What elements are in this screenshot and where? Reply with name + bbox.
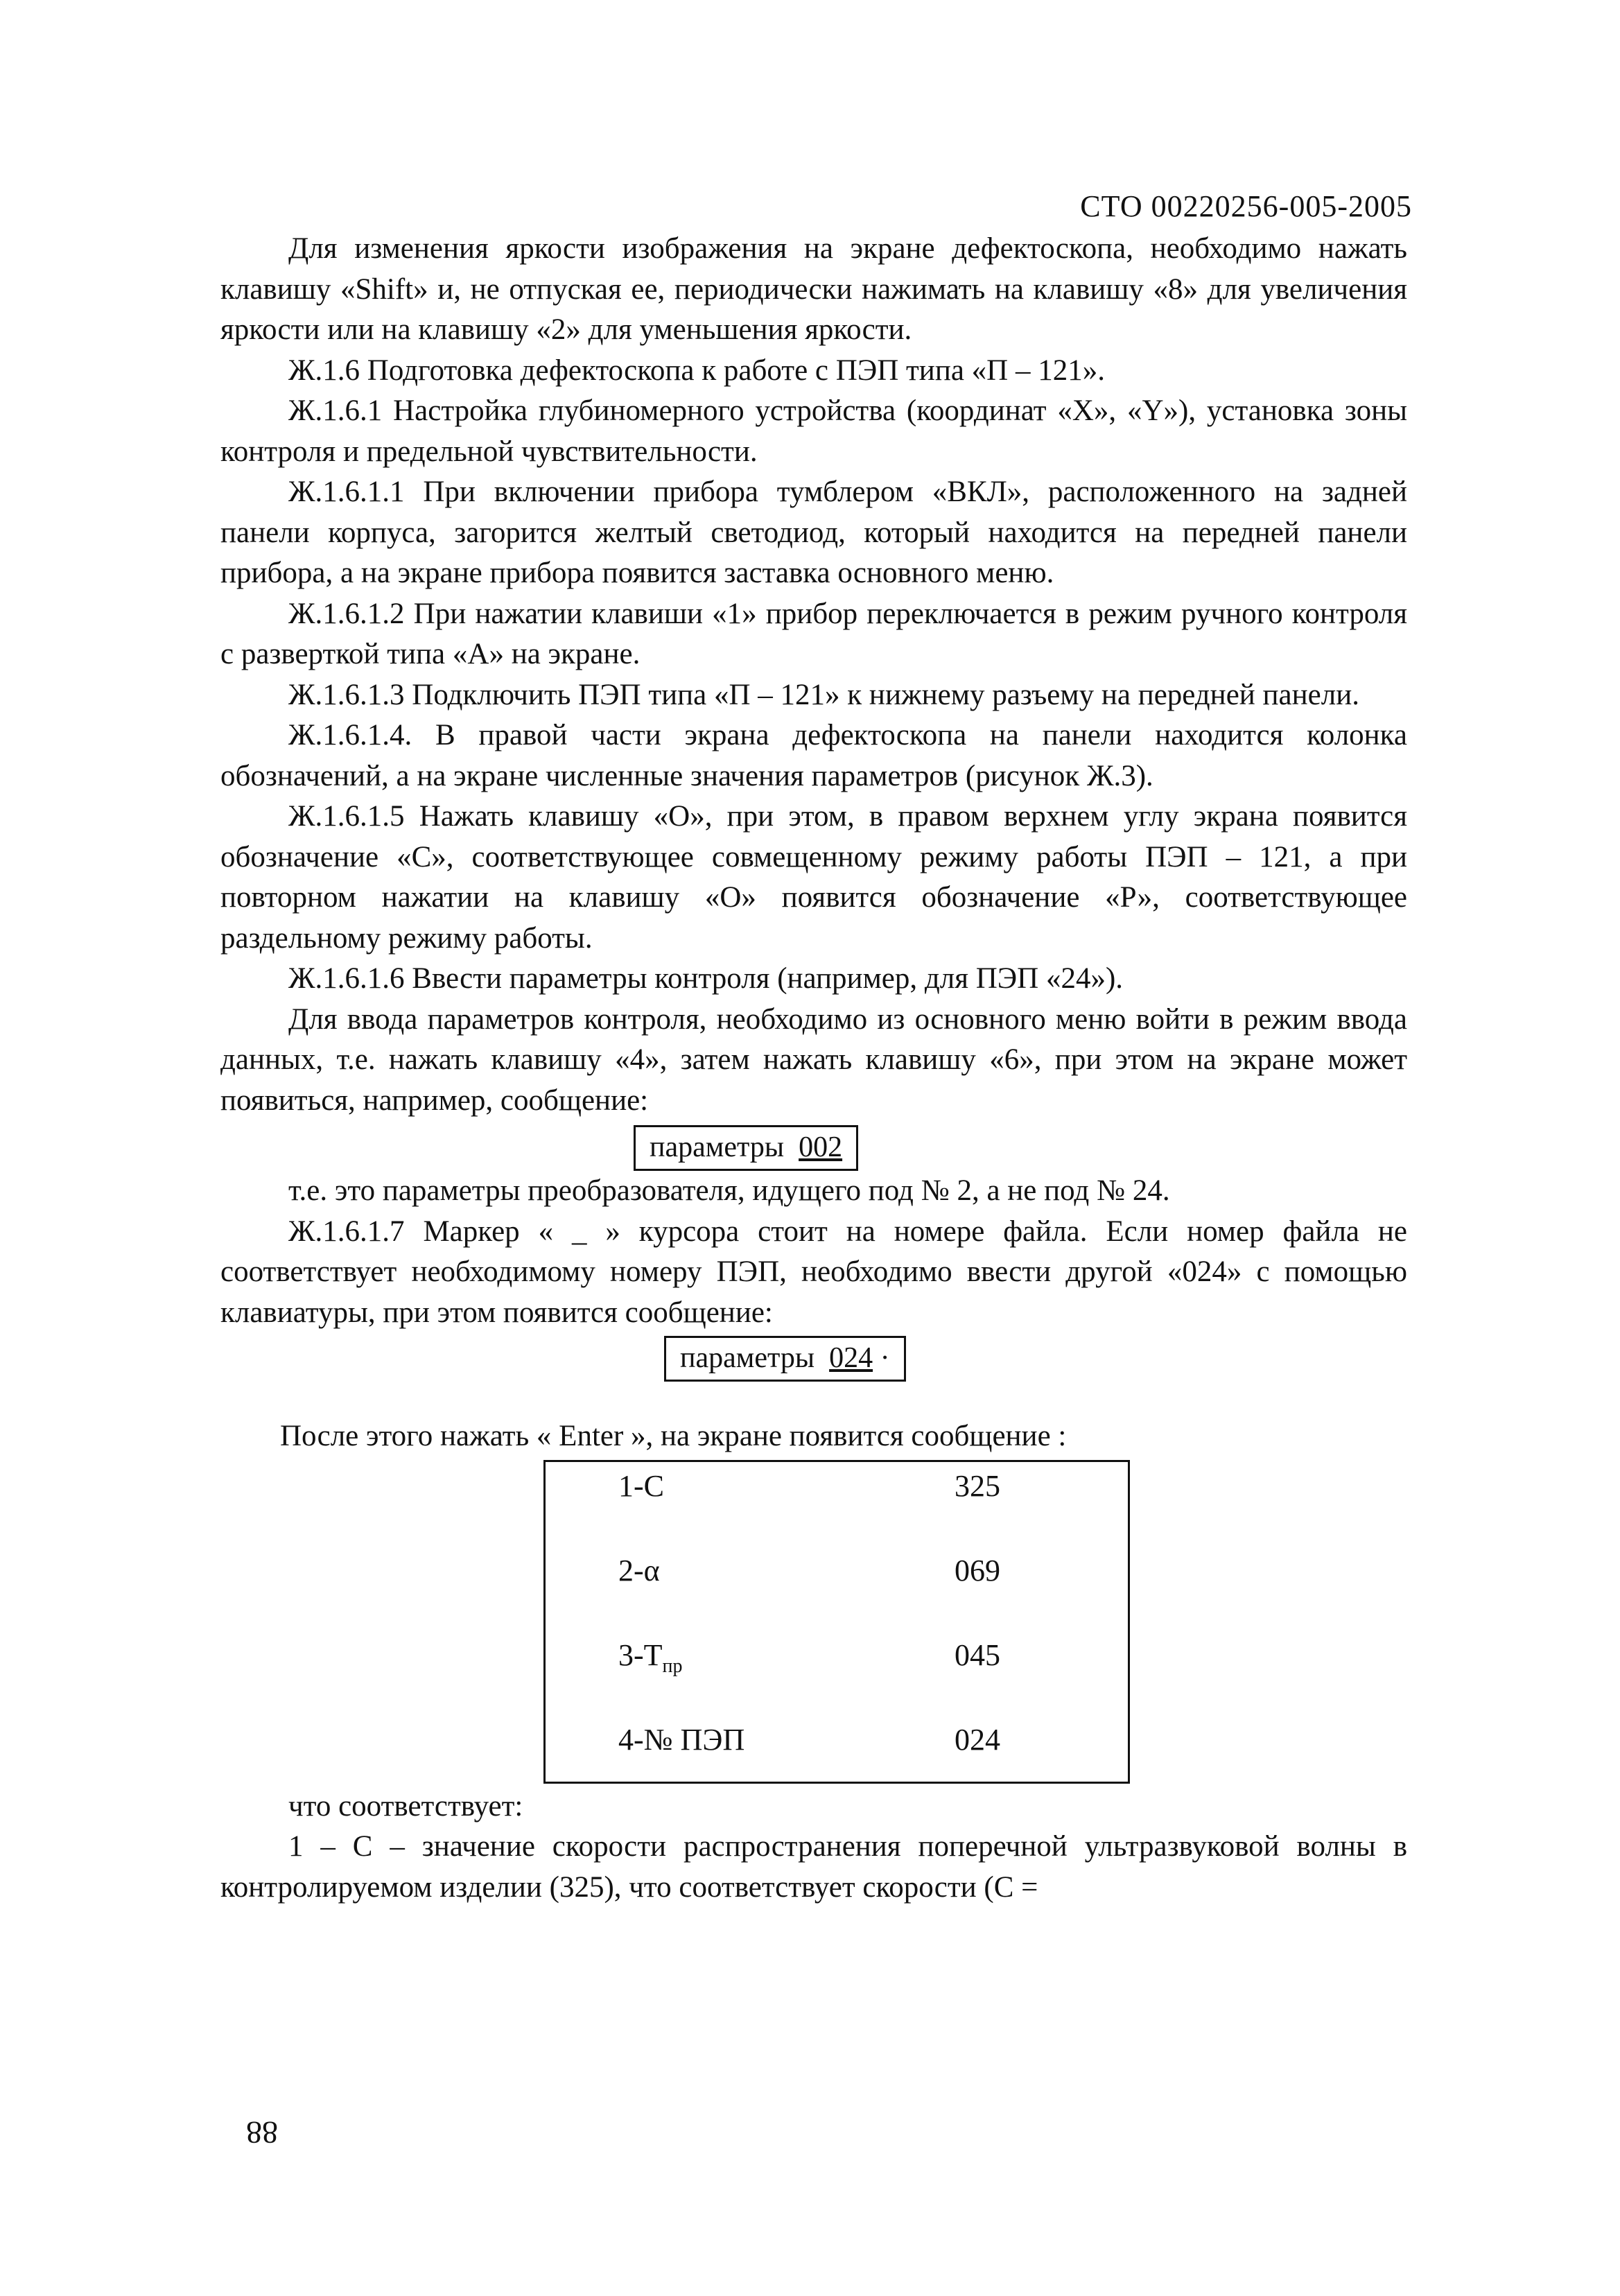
document-code: СТО 00220256-005-2005 bbox=[1080, 189, 1412, 223]
paragraph-input-mode: Для ввода параметров контроля, необходимо из основного меню войти в режим ввода данных, т.е. нажать клавишу «4», затем нажать клавишу «6», при этом на экране может появиться, например, сообщение: bbox=[220, 1002, 1407, 1117]
result-code-probe: 4-№ ПЭП bbox=[618, 1722, 745, 1757]
paragraph-zh-1-6-1-1: Ж.1.6.1.1 При включении прибора тумблером «ВКЛ», расположенного на задней панели корпуса, загорится желтый светодиод, который находится на передней панели прибора, а на экране прибора появится заставка основного меню. bbox=[220, 476, 1407, 589]
paragraph-zh-1-6-1-6: Ж.1.6.1.6 Ввести параметры контроля (например, для ПЭП «24»). bbox=[288, 962, 1124, 995]
page-number: 88 bbox=[246, 2115, 278, 2150]
vertical-gap bbox=[220, 1383, 1407, 1416]
result-value-speed: 325 bbox=[955, 1468, 1000, 1503]
paragraph-zh-1-6-1-2: Ж.1.6.1.2 При нажатии клавиши «1» прибор переключается в режим ручного контроля с разверткой типа «А» на экране. bbox=[220, 597, 1407, 670]
page-body bbox=[220, 229, 1407, 1908]
screen-message-1-label: параметры bbox=[650, 1131, 785, 1163]
paragraph-enter: После этого нажать « Enter », на экране появится сообщение : bbox=[280, 1420, 1067, 1452]
paragraph-zh-1-6-1-5: Ж.1.6.1.5 Нажать клавишу «О», при этом, в правом верхнем углу экрана появится обозначение «С», соответствующее совмещенному режиму работы ПЭП – 121, а при повторном нажатии на клавишу «О» появится обозначение «Р», соответствующее раздельному режиму работы. bbox=[220, 800, 1407, 955]
result-code-delay-main: 3-Т bbox=[618, 1637, 663, 1672]
screen-message-1-value: 002 bbox=[799, 1131, 843, 1163]
screen-message-2-label: параметры bbox=[680, 1342, 815, 1374]
paragraph-brightness: Для изменения яркости изображения на экране дефектоскопа, необходимо нажать клавишу «Shift» и, не отпуская ее, периодически нажимать на клавишу «8» для увеличения яркости или на клавишу «2» для уменьшения яркости. bbox=[220, 232, 1407, 346]
result-value-angle: 069 bbox=[955, 1553, 1000, 1588]
screen-message-2 bbox=[664, 1336, 906, 1382]
result-value-delay: 045 bbox=[955, 1637, 1000, 1672]
paragraph-corresponds: что соответствует: bbox=[288, 1789, 523, 1823]
paragraph-zh-1-6-1-4: Ж.1.6.1.4. В правой части экрана дефектоскопа на панели находится колонка обозначений, а на экране численные значения параметров (рисунок Ж.3). bbox=[220, 719, 1407, 792]
result-code-delay-subscript: пр bbox=[662, 1655, 683, 1677]
screen-message-2-row bbox=[220, 1333, 1407, 1383]
result-screen-box bbox=[543, 1460, 1130, 1784]
section-heading-zh-1-6: Ж.1.6 Подготовка дефектоскопа к работе с ПЭП типа «П – 121». bbox=[288, 354, 1105, 387]
paragraph-zh-1-6-1-3: Ж.1.6.1.3 Подключить ПЭП типа «П – 121» к нижнему разъему на передней панели. bbox=[288, 678, 1359, 711]
paragraph-zh-1-6-1: Ж.1.6.1 Настройка глубиномерного устройства (координат «X», «Y»), установка зоны контроля и предельной чувствительности. bbox=[220, 394, 1407, 468]
screen-message-2-trailing: · bbox=[880, 1342, 890, 1374]
result-code-delay bbox=[618, 1635, 683, 1687]
result-value-probe: 024 bbox=[955, 1722, 1000, 1757]
screen-message-1 bbox=[634, 1125, 858, 1171]
result-code-angle: 2-α bbox=[618, 1553, 660, 1588]
result-code-speed: 1-С bbox=[618, 1468, 664, 1503]
paragraph-speed-explanation: 1 – С – значение скорости распространения поперечной ультразвуковой волны в контролируемом изделии (325), что соответствует скорости (С = bbox=[220, 1830, 1407, 1904]
screen-message-1-row bbox=[220, 1121, 1407, 1171]
paragraph-zh-1-6-1-7: Ж.1.6.1.7 Маркер « _ » курсора стоит на номере файла. Если номер файла не соответствует необходимому номеру ПЭП, необходимо ввести другой «024» с помощью клавиатуры, при этом появится сообщение: bbox=[220, 1215, 1407, 1329]
screen-message-2-value: 024 bbox=[829, 1342, 873, 1374]
paragraph-explanation-002: т.е. это параметры преобразователя, идущего под № 2, а не под № 24. bbox=[288, 1174, 1170, 1207]
